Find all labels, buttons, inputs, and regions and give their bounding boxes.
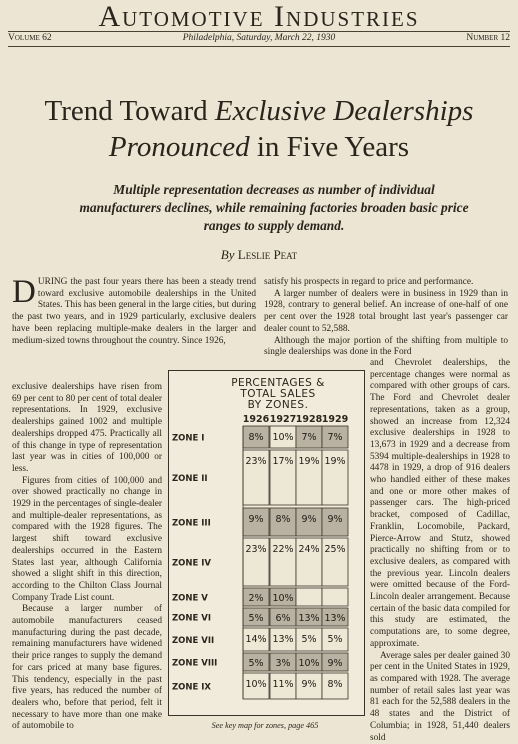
chart-title-line: PERCENTAGES &	[231, 377, 325, 389]
column-1-lead	[12, 274, 256, 347]
cell-value: 9%	[301, 679, 317, 690]
column-year-label: 1929	[321, 414, 349, 425]
deck-subtitle: Multiple representation decreases as number of individual manufacturers declines, while remaining factories broaden basic price ranges to supply demand.	[79, 182, 469, 233]
cell-value: 8%	[248, 432, 264, 443]
chart-caption: See key map for zones, page 465	[211, 721, 319, 730]
column-1-paragraph-2: Figures from cities of 100,000 and over showed practically no change in 1929 in the percentages of single-dealer and multiple-dealer representations, as compared with the 1928 figures. The largest shift toward exclusive dealerships occurred in the Eastern States last year, although California showed a slight shift in this direction, according to the Chilton Class Journal Company Trade List count.	[12, 475, 162, 603]
headline	[0, 93, 518, 165]
column-2-paragraph-3: Average sales per dealer gained 30 per cent in the United States in 1929, as compared with 1928. The average number of retail sales last year was 81 each for the 52,588 dealers in the 48 states and the District of Columbia; in 1928, 51,440 dealers sold	[370, 650, 510, 743]
cell-value: 8%	[327, 679, 343, 690]
masthead-title: Automotive Industries	[98, 0, 420, 33]
cell-value: 7%	[301, 432, 317, 443]
cell-value: 9%	[248, 514, 264, 525]
byline-prefix: By	[220, 247, 238, 262]
cell-value: 19%	[298, 456, 320, 467]
column-year-label: 1926	[242, 414, 270, 425]
cell-value: 7%	[327, 432, 343, 443]
column-2-paragraph-2a: Although the major portion of the shifting from multiple to single dealerships was done in the Ford	[264, 335, 508, 358]
drop-cap: D	[12, 274, 36, 310]
cell-5-1928	[296, 588, 322, 606]
cell-value: 22%	[272, 544, 294, 555]
zone-label: ZONE VIII	[172, 658, 218, 669]
cell-value: 24%	[298, 544, 320, 555]
cell-5-1929	[322, 588, 348, 606]
zone-label: ZONE II	[172, 474, 208, 484]
cell-value: 5%	[327, 634, 343, 645]
cell-value: 25%	[324, 544, 346, 555]
place-date: Philadelphia, Saturday, March 22, 1930	[182, 33, 336, 43]
masthead-rule-bottom	[8, 46, 510, 47]
cell-value: 6%	[275, 613, 291, 624]
cell-value: 10%	[298, 658, 320, 669]
cell-value: 9%	[301, 514, 317, 525]
cell-value: 10%	[272, 593, 294, 604]
cell-value: 13%	[324, 613, 346, 624]
volume-label: Volume 62	[8, 33, 52, 43]
cell-value: 2%	[248, 593, 264, 604]
zone-label: ZONE V	[172, 593, 208, 604]
column-1-narrow	[12, 382, 162, 733]
cell-value: 10%	[245, 679, 267, 690]
zone-label: ZONE VII	[172, 636, 215, 646]
chart-title-line: BY ZONES.	[247, 399, 309, 411]
cell-value: 3%	[275, 658, 291, 669]
column-2-top	[264, 277, 508, 359]
author-name: Leslie Peat	[237, 247, 298, 262]
cell-value: 17%	[272, 456, 294, 467]
issue-number: Number 12	[466, 33, 510, 43]
cell-value: 5%	[248, 613, 264, 624]
cell-value: 13%	[272, 634, 294, 645]
column-2-narrow	[370, 358, 510, 744]
lead-paragraph: URING the past four years there has been a steady trend toward exclusive automobile dealerships in the United States. This has been general in the large cities, but during the past two years, and in 1929 particularly, exclusive dealers have been replacing multiple-make dealers in the larger and medium-sized towns throughout the country. Since 1926,	[12, 277, 256, 346]
cell-value: 10%	[272, 432, 294, 443]
cell-value: 5%	[301, 634, 317, 645]
column-year-label: 1927	[269, 414, 297, 425]
cell-value: 14%	[245, 634, 267, 645]
column-2-paragraph-0: satisfy his prospects in regard to price and performance.	[264, 277, 474, 287]
cell-value: 5%	[248, 658, 264, 669]
chart-title-line: TOTAL SALES	[240, 388, 316, 400]
zone-label: ZONE VI	[172, 613, 212, 624]
masthead-rule-top	[8, 31, 510, 32]
zone-label: ZONE IX	[172, 682, 211, 693]
cell-value: 9%	[327, 658, 343, 669]
column-1-paragraph-1: exclusive dealerships have risen from 69 per cent to 80 per cent of total dealer representations. In 1929, exclusive dealerships gained 1002 and multiple dealerships dropped 475. Practically all of this change in type of representation last year was in cities of 100,000 or less.	[12, 382, 162, 474]
cell-value: 23%	[245, 456, 267, 467]
cell-value: 19%	[324, 456, 346, 467]
cell-value: 13%	[298, 613, 320, 624]
zone-sales-chart	[168, 370, 365, 716]
headline-part-2: Exclusive Dealerships	[214, 95, 474, 127]
cell-value: 23%	[245, 544, 267, 555]
zone-label: ZONE IV	[172, 558, 212, 569]
column-year-label: 1928	[295, 414, 323, 425]
column-2-paragraph-2b: and Chevrolet dealerships, the percentage changes were normal as compared with other groups of cars. The Ford and Chevrolet dealer representations, taken as a group, showed an increase from 12,324 exclusive dealerships in 1928 to 13,673 in 1929 and a decrease from 5394 multiple-dealerships in 1928 to 4478 in 1929, a drop of 916 dealers who handled either of these makes and one or more other makes of passenger cars. The high-priced bracket, composed of Cadillac, Franklin, Locomobile, Packard, Pierce-Arrow and Stutz, showed practically no shifting from or to exclusive dealers, as compared with the previous year. Lincoln dealers were omitted because of the Ford-Lincoln dealer arrangement. Because certain of the basic data compiled for this study are estimated, the computations are, to some degree, approximate.	[370, 358, 510, 649]
cell-value: 9%	[327, 514, 343, 525]
cell-value: 11%	[272, 679, 294, 690]
column-2-paragraph-1: A larger number of dealers were in business in 1929 than in 1928, contrary to general belief. An increase of one-half of one per cent over the 1928 total brought last year's passenger car dealer count to 52,588.	[264, 288, 508, 334]
headline-part-4: in Five Years	[249, 131, 410, 163]
zone-label: ZONE III	[172, 518, 211, 529]
zone-label: ZONE I	[172, 433, 205, 444]
headline-part-3: Pronounced	[108, 131, 250, 163]
headline-part-1: Trend Toward	[44, 95, 215, 127]
cell-value: 8%	[275, 514, 291, 525]
column-1-paragraph-3: Because a larger number of automobile manufacturers ceased manufacturing during the past decade, remaining manufacturers have widened their price ranges to supply the demand for cars priced at many base figures. This tendency, especially in the past five years, has reduced the number of dealers who, before that period, felt it necessary to have more than one make of automobile to	[12, 604, 162, 732]
byline	[0, 247, 518, 263]
